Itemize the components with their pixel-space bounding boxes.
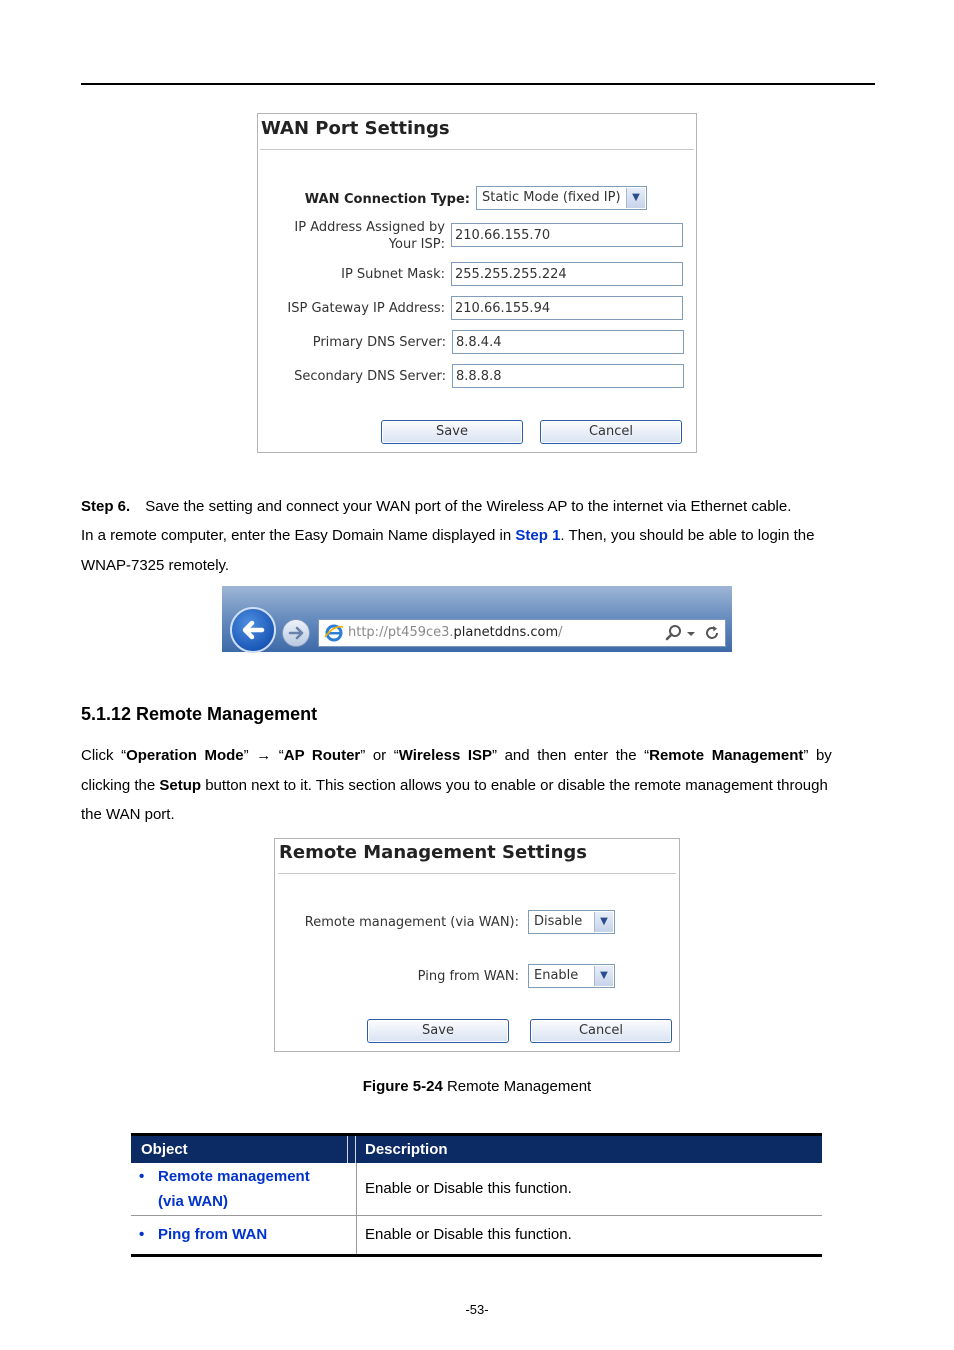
- subnet-mask-field[interactable]: 255.255.255.224: [451, 262, 683, 286]
- wan-save-button[interactable]: Save: [381, 420, 523, 444]
- step6-label: Step 6.: [81, 498, 131, 515]
- remote-management-settings-panel: [274, 838, 680, 1052]
- section-heading: 5.1.12 Remote Management: [81, 704, 318, 724]
- step1-link[interactable]: Step 1: [515, 527, 561, 544]
- subnet-mask-label: IP Subnet Mask:: [341, 267, 445, 282]
- description-remote-management: Enable or Disable this function.: [365, 1180, 572, 1197]
- wan-cancel-button[interactable]: Cancel: [540, 420, 682, 444]
- chevron-down-icon: ▼: [594, 912, 613, 932]
- step6-text: Save the setting and connect your WAN port of the Wireless AP to the internet via Ethernet cable.: [145, 498, 792, 515]
- section-para-line2: clicking the Setup button next to it. This section allows you to enable or disable the remote management through: [81, 777, 828, 794]
- remote-management-select[interactable]: [528, 910, 615, 934]
- rm-panel-title: Remote Management Settings: [279, 842, 587, 863]
- secondary-dns-field[interactable]: 8.8.8.8: [452, 364, 684, 388]
- table-header-divider: [347, 1136, 348, 1163]
- address-bar[interactable]: [318, 619, 726, 647]
- secondary-dns-label: Secondary DNS Server:: [294, 369, 446, 384]
- object-ping-from-wan: Ping from WAN: [158, 1226, 268, 1243]
- ping-from-wan-label: Ping from WAN:: [417, 969, 519, 984]
- rm-cancel-button[interactable]: Cancel: [530, 1019, 672, 1043]
- table-column-divider: [356, 1163, 357, 1254]
- rm-save-button[interactable]: Save: [367, 1019, 509, 1043]
- remote-management-label: Remote management (via WAN):: [304, 915, 519, 930]
- section-para-line1: Click “Operation Mode” → “AP Router” or “Wireless ISP” and then enter the “Remote Management” by: [81, 747, 832, 764]
- table-bottom-rule: [131, 1254, 822, 1257]
- forward-arrow-icon: [283, 620, 309, 646]
- step6-paragraph: [81, 492, 881, 521]
- ping-from-wan-select[interactable]: [528, 964, 615, 988]
- section-para-line3: the WAN port.: [81, 806, 175, 823]
- primary-dns-field[interactable]: 8.8.4.4: [452, 330, 684, 354]
- object-remote-management: Remote management (via WAN): [158, 1168, 310, 1210]
- remote-management-value: Disable: [534, 914, 583, 929]
- table-row: [131, 1216, 822, 1254]
- table-header-description: Description: [365, 1141, 448, 1158]
- back-button[interactable]: [230, 607, 276, 653]
- ping-from-wan-value: Enable: [534, 968, 579, 983]
- browser-toolbar: [222, 586, 732, 652]
- page-number: -53-: [465, 1302, 489, 1317]
- description-ping-from-wan: Enable or Disable this function.: [365, 1226, 572, 1243]
- table-header-divider: [355, 1136, 356, 1163]
- address-url: http://pt459ce3.planetddns.com/: [348, 625, 563, 640]
- wan-panel-rule: [260, 149, 694, 150]
- wan-port-settings-panel: [257, 113, 697, 453]
- remote-login-paragraph: In a remote computer, enter the Easy Domain Name displayed in Step 1. Then, you should be able to login the: [81, 527, 815, 544]
- table-header-object: Object: [141, 1141, 188, 1158]
- chevron-down-icon: ▼: [594, 966, 613, 986]
- table-header: [131, 1136, 822, 1163]
- figure-caption: Figure 5-24 Remote Management: [362, 1078, 592, 1095]
- ip-address-label: IP Address Assigned by Your ISP:: [294, 220, 445, 252]
- wan-panel-title: WAN Port Settings: [261, 118, 450, 139]
- header-rule: [81, 83, 875, 85]
- wan-connection-type-select[interactable]: [476, 186, 647, 210]
- table-row-bullet: •: [139, 1226, 145, 1243]
- back-arrow-icon: [232, 609, 274, 651]
- table-row-bullet: •: [139, 1168, 145, 1185]
- dropdown-arrow-icon[interactable]: [686, 629, 696, 639]
- refresh-icon[interactable]: [703, 624, 721, 642]
- search-icon[interactable]: [665, 624, 683, 642]
- wan-connection-type-value: Static Mode (fixed IP): [482, 190, 621, 205]
- table-row: [131, 1163, 822, 1215]
- gateway-label: ISP Gateway IP Address:: [287, 301, 445, 316]
- remote-login-paragraph-line2: WNAP-7325 remotely.: [81, 557, 230, 574]
- gateway-field[interactable]: 210.66.155.94: [451, 296, 683, 320]
- ie-page-icon: [324, 623, 344, 643]
- rm-panel-rule: [278, 873, 676, 874]
- ip-address-field[interactable]: 210.66.155.70: [451, 223, 683, 247]
- forward-button[interactable]: [282, 619, 310, 647]
- primary-dns-label: Primary DNS Server:: [312, 335, 446, 350]
- chevron-down-icon: ▼: [626, 188, 645, 208]
- wan-connection-type-label: WAN Connection Type:: [304, 192, 470, 207]
